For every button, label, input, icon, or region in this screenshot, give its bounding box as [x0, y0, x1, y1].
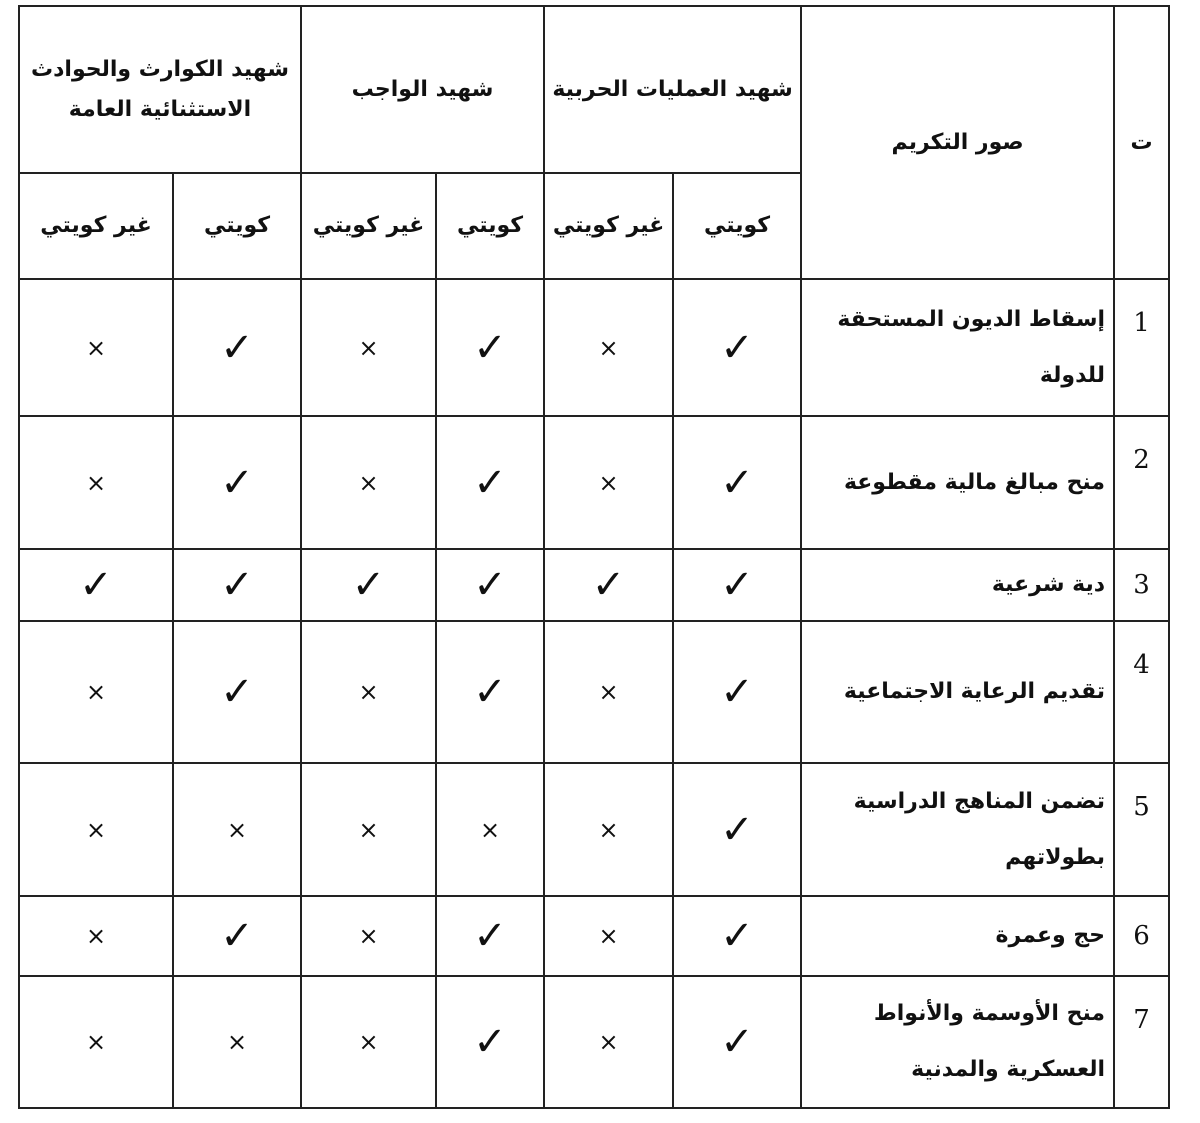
check-icon: ✓: [220, 324, 254, 371]
mark-cell: [673, 416, 801, 549]
row-number: 4: [1114, 621, 1169, 763]
mark-cell: [173, 279, 301, 416]
sub-header-kuwaiti: كويتي: [436, 173, 544, 279]
row-number: 7: [1114, 976, 1169, 1108]
check-icon: ✓: [220, 459, 254, 506]
cross-icon: ×: [85, 678, 107, 706]
mark-cell: [436, 279, 544, 416]
row-number: 3: [1114, 549, 1169, 621]
check-icon: ✓: [720, 1019, 754, 1065]
honor-form-cell: إسقاط الديون المستحقة للدولة: [801, 279, 1114, 416]
table-row: [19, 621, 1169, 763]
table-body: [19, 279, 1169, 1108]
table-row: [19, 416, 1169, 549]
mark-cell: [301, 896, 436, 976]
cross-icon: ×: [598, 815, 619, 844]
mark-cell: [436, 621, 544, 763]
mark-cell: [19, 976, 173, 1108]
cross-icon: ×: [598, 468, 619, 497]
honor-form-cell: دية شرعية: [801, 549, 1114, 621]
mark-cell: [544, 976, 673, 1108]
cross-icon: ×: [479, 815, 501, 844]
check-icon: ✓: [720, 806, 754, 853]
honor-form-cell: منح مبالغ مالية مقطوعة: [801, 416, 1114, 549]
check-icon: ✓: [220, 913, 254, 959]
mark-cell: [19, 763, 173, 896]
cross-icon: ×: [358, 1028, 379, 1056]
cross-icon: ×: [85, 468, 107, 497]
table-row: [19, 976, 1169, 1108]
mark-cell: [544, 416, 673, 549]
mark-cell: [173, 549, 301, 621]
mark-cell: [301, 763, 436, 896]
check-icon: ✓: [220, 562, 254, 608]
mark-cell: [436, 976, 544, 1108]
cross-icon: ×: [358, 333, 379, 362]
cross-icon: ×: [85, 922, 107, 950]
honor-form-cell: حج وعمرة: [801, 896, 1114, 976]
mark-cell: [544, 896, 673, 976]
check-icon: ✓: [473, 913, 507, 959]
group-header-duty-martyr: شهيد الواجب: [301, 6, 544, 173]
cross-icon: ×: [598, 922, 619, 950]
cross-icon: ×: [85, 1028, 107, 1056]
mark-cell: [173, 763, 301, 896]
mark-cell: [19, 549, 173, 621]
cross-icon: ×: [358, 815, 379, 844]
cross-icon: ×: [358, 468, 379, 497]
check-icon: ✓: [473, 459, 507, 506]
cross-icon: ×: [358, 678, 379, 706]
mark-cell: [173, 976, 301, 1108]
sub-header-non-kuwaiti: غير كويتي: [19, 173, 173, 279]
mark-cell: [173, 416, 301, 549]
check-icon: ✓: [720, 669, 754, 715]
sub-header-kuwaiti: كويتي: [173, 173, 301, 279]
mark-cell: [673, 621, 801, 763]
cross-icon: ×: [598, 1028, 619, 1056]
group-header-row: [19, 6, 1169, 173]
check-icon: ✓: [473, 324, 507, 371]
group-header-disasters-martyr: شهيد الكوارث والحوادث الاستثنائية العامة: [19, 6, 301, 173]
table-header: [19, 6, 1169, 279]
table-row: [19, 896, 1169, 976]
mark-cell: [301, 279, 436, 416]
mark-cell: [673, 976, 801, 1108]
mark-cell: [436, 416, 544, 549]
sub-header-kuwaiti: كويتي: [673, 173, 801, 279]
mark-cell: [173, 621, 301, 763]
cross-icon: ×: [85, 333, 107, 362]
table-row: [19, 279, 1169, 416]
check-icon: ✓: [473, 1019, 507, 1065]
check-icon: ✓: [720, 913, 754, 959]
cross-icon: ×: [85, 815, 107, 844]
row-number: 2: [1114, 416, 1169, 549]
mark-cell: [301, 976, 436, 1108]
check-icon: ✓: [79, 562, 113, 608]
mark-cell: [544, 763, 673, 896]
mark-cell: [19, 896, 173, 976]
mark-cell: [673, 896, 801, 976]
check-icon: ✓: [720, 562, 754, 608]
honors-table: [18, 5, 1170, 1109]
mark-cell: [301, 549, 436, 621]
sub-header-non-kuwaiti: غير كويتي: [301, 173, 436, 279]
mark-cell: [436, 763, 544, 896]
check-icon: ✓: [351, 562, 386, 608]
cross-icon: ×: [226, 815, 248, 844]
cross-icon: ×: [226, 1028, 248, 1056]
sub-header-non-kuwaiti: غير كويتي: [544, 173, 673, 279]
honor-form-cell: تضمن المناهج الدراسية بطولاتهم: [801, 763, 1114, 896]
check-icon: ✓: [473, 562, 507, 608]
mark-cell: [301, 416, 436, 549]
table-row: [19, 763, 1169, 896]
mark-cell: [173, 896, 301, 976]
honor-form-cell: تقديم الرعاية الاجتماعية: [801, 621, 1114, 763]
check-icon: ✓: [720, 459, 754, 506]
mark-cell: [436, 896, 544, 976]
mark-cell: [436, 549, 544, 621]
cross-icon: ×: [358, 922, 379, 950]
cross-icon: ×: [598, 333, 619, 362]
mark-cell: [673, 279, 801, 416]
row-number: 5: [1114, 763, 1169, 896]
check-icon: ✓: [720, 324, 754, 371]
cross-icon: ×: [598, 678, 619, 706]
mark-cell: [544, 549, 673, 621]
mark-cell: [19, 416, 173, 549]
honor-form-column-header: صور التكريم: [801, 6, 1114, 279]
mark-cell: [19, 279, 173, 416]
table-row: [19, 549, 1169, 621]
mark-cell: [301, 621, 436, 763]
row-number: 1: [1114, 279, 1169, 416]
honor-form-cell: منح الأوسمة والأنواط العسكرية والمدنية: [801, 976, 1114, 1108]
check-icon: ✓: [220, 669, 254, 715]
row-number: 6: [1114, 896, 1169, 976]
mark-cell: [673, 763, 801, 896]
check-icon: ✓: [591, 562, 626, 608]
mark-cell: [544, 279, 673, 416]
check-icon: ✓: [473, 669, 507, 715]
number-column-header: ت: [1114, 6, 1169, 279]
mark-cell: [673, 549, 801, 621]
group-header-war-operations-martyr: شهيد العمليات الحربية: [544, 6, 801, 173]
mark-cell: [544, 621, 673, 763]
mark-cell: [19, 621, 173, 763]
